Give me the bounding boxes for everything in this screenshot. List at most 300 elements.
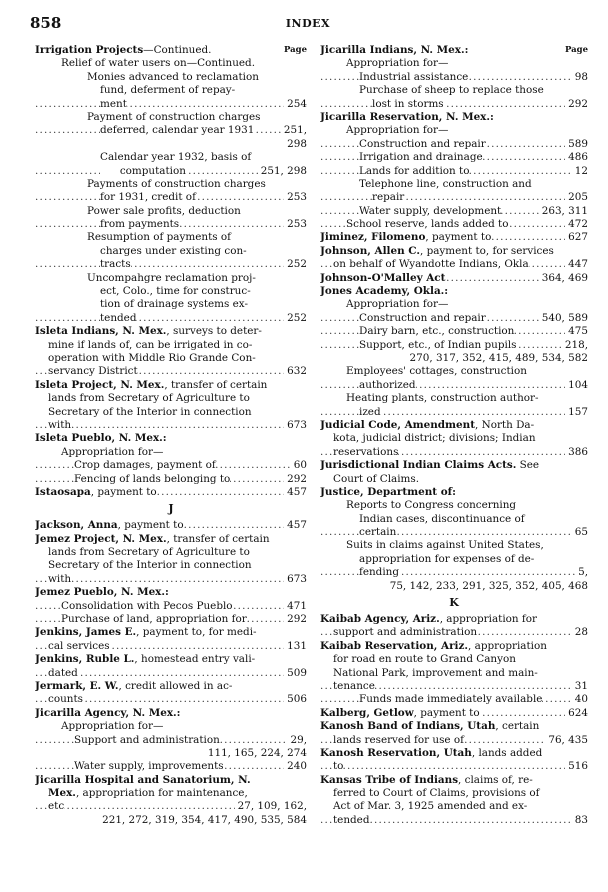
index-entry-line (320, 365, 588, 378)
index-entry-line (35, 546, 307, 559)
entry-page-ref: 28 (572, 626, 588, 639)
index-entry-line (35, 191, 307, 204)
entry-description: Construction and repair (359, 137, 486, 150)
entry-description: Telephone line, construction and (359, 177, 532, 190)
entry-description: lands reserved for use of (333, 733, 464, 746)
index-entry-line (35, 720, 307, 733)
entry-description: Funds made immediately available (359, 693, 543, 706)
entry-description: for road en route to Grand Canyon (333, 653, 516, 666)
entry-description: Crop damages, payment of (74, 459, 216, 472)
entry-page-ref: 253 (284, 191, 307, 204)
entry-text (359, 312, 486, 324)
entry-description: , payment to (413, 706, 480, 719)
index-entry-line (35, 432, 307, 445)
entry-description: School reserve, lands added to (346, 218, 509, 231)
index-entry-line (320, 446, 588, 459)
index-entry-line (320, 513, 588, 526)
entry-text (320, 486, 456, 498)
entry-text (320, 747, 542, 759)
entry-page-ref: 457 (284, 486, 307, 499)
index-entry-line (35, 693, 307, 706)
index-entry-line (320, 325, 588, 338)
entry-description: , appropriation for maintenance, (75, 787, 248, 800)
entry-text (346, 499, 516, 511)
index-entry-line (320, 747, 588, 760)
entry-text (320, 640, 547, 652)
index-entry-line (35, 151, 307, 164)
entry-page-ref: 447 (565, 258, 588, 271)
entry-description: tenance (333, 679, 375, 692)
entry-description: servancy District (48, 365, 138, 378)
entry-text (35, 44, 211, 56)
index-entry-line (35, 218, 307, 231)
entry-description: , credit allowed in ac- (118, 679, 233, 692)
entry-text (48, 419, 71, 431)
index-entry-line (35, 734, 307, 747)
index-entry-line (320, 800, 588, 813)
index-entry-line (35, 626, 307, 639)
index-entry-line (35, 325, 307, 338)
index-entry-line (35, 419, 307, 432)
entry-description: Employees' cottages, construction (346, 365, 527, 378)
entry-text (74, 459, 216, 471)
entry-heading: Jemez Pueblo, N. Mex.: (35, 586, 169, 599)
entry-text (359, 553, 534, 565)
entry-description: Payments of construction charges (87, 177, 266, 190)
index-entry-line (320, 526, 588, 539)
index-entry-line (320, 111, 588, 124)
entry-description: ect, Colo., time for construc- (100, 285, 251, 298)
entry-text (346, 57, 448, 69)
index-entry-line (320, 392, 588, 405)
entry-text (333, 667, 538, 679)
entry-text (333, 473, 419, 485)
entry-heading: Judicial Code, Amendment (320, 418, 476, 431)
entry-heading: Isleta Pueblo, N. Mex.: (35, 432, 167, 445)
entry-heading: Jermark, E. W. (35, 679, 119, 692)
entry-description: Construction and repair (359, 311, 486, 324)
index-entry-line (320, 285, 588, 298)
entry-description: Suits in claims against United States, (346, 539, 544, 552)
entry-heading: Irrigation Projects (35, 44, 144, 56)
entry-page-ref: 509 (284, 667, 307, 680)
entry-heading: Kanosh Reservation, Utah (320, 746, 472, 759)
index-entry-line (320, 653, 588, 666)
entry-text (35, 325, 262, 337)
index-entry-line (320, 205, 588, 218)
index-entry-line (35, 573, 307, 586)
entry-description: fund, deferment of repay- (100, 84, 236, 97)
index-entry-line (35, 459, 307, 472)
entry-heading: Kanosh Band of Indians, Utah (320, 720, 496, 733)
index-entry-line (35, 272, 307, 285)
entry-description: tended (100, 311, 137, 324)
index-entry-line (35, 205, 307, 218)
entry-text (48, 352, 256, 364)
entry-description: Consolidation with Pecos Pueblo (61, 599, 233, 612)
right-column (320, 44, 588, 827)
index-entry-line (35, 760, 307, 773)
entry-heading: Jicarilla Agency, N. Mex.: (35, 706, 181, 719)
entry-text (372, 191, 404, 203)
entry-text (35, 519, 184, 531)
entry-description: , payment to (117, 519, 184, 532)
index-entry-line (320, 553, 588, 566)
entry-text (333, 814, 369, 826)
entry-description: authorized (359, 378, 416, 391)
entry-heading: Jurisdictional Indian Claims Acts. (320, 459, 517, 472)
entry-text (35, 707, 181, 719)
entry-description: Support, etc., of Indian pupils (359, 338, 517, 351)
entry-description: tracts (100, 258, 131, 271)
index-entry-line (320, 312, 588, 325)
index-entry-line (320, 272, 588, 285)
entry-page-ref: 292 (284, 613, 307, 626)
entry-page-ref: 673 (284, 573, 307, 586)
entry-text (359, 526, 396, 538)
entry-text (320, 44, 468, 56)
entry-text (359, 379, 416, 391)
entry-text (48, 800, 64, 812)
entry-description: Power sale profits, deduction (87, 204, 241, 217)
entry-text (346, 218, 509, 230)
index-entry-line (35, 245, 307, 258)
entry-description: cal services (48, 639, 110, 652)
entry-description: Appropriation for— (346, 298, 449, 311)
index-entry-line (35, 747, 307, 760)
entry-text (346, 365, 527, 377)
entry-text (100, 124, 254, 136)
entry-heading: Jackson, Anna (35, 519, 118, 532)
entry-text (87, 178, 266, 190)
entry-text (359, 406, 381, 418)
entry-description: Payment of construction charges (87, 110, 261, 123)
entry-description: for 1931, credit of (100, 191, 196, 204)
entry-heading: Justice, Department of: (320, 485, 456, 498)
index-entry-line (320, 486, 588, 499)
index-entry-line (320, 459, 588, 472)
entry-text (333, 787, 540, 799)
index-entry-line (320, 432, 588, 445)
entry-text (100, 98, 127, 110)
entry-description: , transfer of certain (164, 378, 268, 391)
index-entry-line (35, 57, 307, 70)
entry-text (333, 680, 375, 692)
page-title: INDEX (285, 17, 331, 30)
index-entry-line (35, 586, 307, 599)
entry-description: , payment to (425, 231, 492, 244)
entry-text (320, 231, 491, 243)
entry-text (320, 272, 445, 284)
entry-text (359, 339, 517, 351)
section-letter: K (449, 596, 459, 610)
entry-heading: Jenkins, Ruble L. (35, 653, 135, 666)
index-entry-line (320, 787, 588, 800)
entry-page-ref: 254 (284, 98, 307, 111)
index-entry-line (320, 71, 588, 84)
index-entry-line (35, 44, 307, 57)
entry-description: tion of drainage systems ex- (100, 298, 248, 311)
entry-heading: Kaibab Reservation, Ariz. (320, 639, 469, 652)
entry-page-ref: 472 (565, 218, 588, 231)
entry-description: ized (359, 405, 381, 418)
index-entry-line (320, 352, 588, 365)
entry-description: Secretary of the Interior in connection (48, 405, 252, 418)
index-entry-line (35, 667, 307, 680)
entry-text (320, 774, 533, 786)
index-entry-line (320, 44, 588, 57)
entry-page-ref: 221, 272, 319, 354, 417, 490, 535, 584 (99, 814, 307, 827)
index-entry-line (35, 406, 307, 419)
index-entry-line (320, 707, 588, 720)
entry-page-ref: 292 (565, 98, 588, 111)
index-entry-line (35, 707, 307, 720)
index-entry-line (320, 245, 588, 258)
entry-text (320, 245, 554, 257)
entry-description: Water supply, improvements (74, 760, 224, 773)
entry-text (320, 707, 480, 719)
entry-page-ref: 76, 435 (545, 734, 588, 747)
index-entry-line (320, 613, 588, 626)
entry-text (333, 653, 516, 665)
index-entry-line (35, 653, 307, 666)
entry-text (359, 151, 483, 163)
entry-text (100, 312, 136, 324)
entry-text (48, 787, 248, 799)
entry-description: fending (359, 566, 400, 579)
entry-text (320, 459, 539, 471)
entry-description: Purchase of land, appropriation for (61, 613, 247, 626)
index-entry-line (320, 218, 588, 231)
entry-heading: Jones Academy, Okla.: (320, 285, 449, 298)
entry-page-ref: 298 (284, 138, 307, 151)
entry-text (48, 667, 78, 679)
entry-description: Dairy barn, etc., construction (359, 325, 515, 338)
entry-text (372, 98, 444, 110)
entry-description: etc (48, 800, 65, 813)
index-entry-line (35, 486, 307, 499)
page-header (30, 14, 586, 34)
entry-text (100, 84, 235, 96)
entry-description: charges under existing con- (100, 244, 247, 257)
section-letter: J (168, 502, 174, 516)
entry-page-ref: 475 (565, 325, 588, 338)
index-entry-line (320, 57, 588, 70)
entry-page-ref: 673 (284, 419, 307, 432)
entry-heading: Kaibab Agency, Ariz. (320, 613, 440, 626)
entry-heading: Istaosapa (35, 485, 91, 498)
entry-text (48, 559, 252, 571)
entry-heading: Jiminez, Filomeno (320, 231, 426, 244)
entry-text (35, 533, 270, 545)
entry-description: with (48, 572, 72, 585)
entry-page-ref: 457 (284, 519, 307, 532)
index-entry-line (35, 600, 307, 613)
entry-description: ment (100, 97, 127, 110)
entry-text (48, 365, 138, 377)
entry-description: kota, judicial district; divisions; Indian (333, 432, 536, 445)
index-entry-line (320, 814, 588, 827)
entry-description: Resumption of payments of (87, 231, 231, 244)
entry-description: Uncompahgre reclamation proj- (87, 271, 256, 284)
entry-text (100, 245, 247, 257)
entry-description: tended (333, 813, 370, 826)
entry-heading: Jicarilla Indians, N. Mex.: (320, 44, 469, 56)
entry-heading: Jenkins, James E. (35, 626, 137, 639)
index-entry-line (35, 84, 307, 97)
entry-description: Court of Claims. (333, 472, 420, 485)
entry-description: , certain (495, 720, 540, 733)
entry-text (48, 573, 71, 585)
entry-description: Reports to Congress concerning (346, 499, 517, 512)
index-entry-line (35, 71, 307, 84)
index-entry-line (320, 760, 588, 773)
entry-text (87, 272, 256, 284)
entry-heading: Isleta Indians, N. Mex. (35, 325, 167, 338)
entry-page-ref: 240 (284, 760, 307, 773)
entry-text (87, 71, 259, 83)
entry-text (100, 285, 251, 297)
index-entry-line (320, 734, 588, 747)
entry-text (333, 626, 477, 638)
entry-heading: Kansas Tribe of Indians (320, 773, 459, 786)
index-entry-line (35, 312, 307, 325)
entry-text (35, 379, 267, 391)
entry-text (333, 258, 529, 270)
entry-page-ref: 624 (565, 707, 588, 720)
index-entry-line (320, 178, 588, 191)
entry-page-ref: 40 (572, 693, 588, 706)
index-entry-line (320, 626, 588, 639)
entry-description: Secretary of the Interior in connection (48, 559, 252, 572)
entry-heading: Isleta Project, N. Mex. (35, 378, 165, 391)
entry-text (320, 111, 494, 123)
entry-description: ferred to Court of Claims, provisions of (333, 787, 540, 800)
entry-page-ref: 65 (572, 526, 588, 539)
index-entry-line (320, 231, 588, 244)
entry-text (48, 392, 250, 404)
entry-text (87, 111, 260, 123)
entry-description: operation with Middle Rio Grande Con- (48, 351, 256, 364)
entry-text (346, 298, 448, 310)
entry-description: Monies advanced to reclamation (87, 70, 259, 83)
entry-text (359, 178, 532, 190)
entry-text (74, 734, 220, 746)
entry-description: National Park, improvement and main- (333, 666, 538, 679)
entry-text (359, 566, 399, 578)
entry-text (35, 432, 167, 444)
entry-text (359, 693, 542, 705)
entry-page-ref: 29, (287, 734, 307, 747)
entry-description: Lands for addition to (359, 164, 470, 177)
entry-page-ref: 627 (565, 231, 588, 244)
index-entry-line (320, 258, 588, 271)
entry-description: certain (359, 526, 397, 539)
left-column (35, 44, 307, 827)
index-entry-line (320, 640, 588, 653)
index-entry-line (35, 559, 307, 572)
index-entry-line (320, 774, 588, 787)
index-entry-line (35, 446, 307, 459)
entry-description: lands from Secretary of Agriculture to (48, 546, 250, 559)
right-page-label: Page (564, 45, 588, 55)
index-entry-line (35, 285, 307, 298)
index-entry-line (320, 84, 588, 97)
entry-description: from payments (100, 218, 180, 231)
entry-description: Heating plants, construction author- (346, 392, 539, 405)
entry-heading: Jicarilla Hospital and Sanatorium, N. (35, 773, 251, 786)
entry-page-ref: 111, 165, 224, 274 (205, 747, 307, 760)
entry-text (61, 446, 163, 458)
index-entry-line (320, 419, 588, 432)
entry-description: repair (372, 191, 405, 204)
entry-text (87, 205, 241, 217)
entry-description: —Continued. (143, 44, 212, 56)
index-entry-line (35, 519, 307, 532)
entry-text (48, 546, 250, 558)
entry-description: , lands added (471, 746, 543, 759)
entry-heading: Mex. (48, 787, 76, 800)
left-page-label: Page (283, 45, 307, 55)
entry-page-ref: 632 (284, 365, 307, 378)
entry-page-ref: 12 (572, 165, 588, 178)
entry-text (61, 720, 163, 732)
index-entry-line (35, 231, 307, 244)
entry-page-ref: 104 (565, 379, 588, 392)
entry-description: Appropriation for— (61, 720, 164, 733)
entry-description: lands from Secretary of Agriculture to (48, 392, 250, 405)
entry-text (48, 406, 252, 418)
entry-text (61, 57, 255, 69)
index-entry-line (320, 379, 588, 392)
index-entry-line (35, 533, 307, 546)
index-entry-line (320, 298, 588, 311)
entry-text (320, 613, 537, 625)
entry-description: deferred, calendar year 1931 (100, 124, 255, 137)
index-entry-line (320, 165, 588, 178)
index-entry-line (35, 379, 307, 392)
index-entry-line (320, 539, 588, 552)
entry-text (359, 325, 514, 337)
entry-page-ref: 270, 317, 352, 415, 489, 534, 582 (407, 352, 588, 365)
entry-page-ref: 540, 589 (539, 312, 588, 325)
entry-description: , claims of, re- (458, 773, 533, 786)
entry-text (48, 640, 110, 652)
entry-text (100, 218, 179, 230)
entry-text (359, 165, 469, 177)
entry-description: Appropriation for— (61, 445, 164, 458)
entry-page-ref: 516 (565, 760, 588, 773)
entry-description: Indian cases, discontinuance of (359, 512, 525, 525)
entry-description: counts (48, 693, 83, 706)
entry-description: on behalf of Wyandotte Indians, Okla (333, 258, 529, 271)
entry-page-ref: 251, 298 (258, 165, 307, 178)
entry-text (100, 258, 131, 270)
index-entry-line (320, 566, 588, 579)
entry-description: to (333, 760, 344, 773)
entry-text (35, 626, 257, 638)
entry-text (61, 613, 247, 625)
entry-description: mine if lands of, can be irrigated in co- (48, 338, 253, 351)
index-entry-line (35, 298, 307, 311)
index-entry-line (35, 613, 307, 626)
entry-heading: Jemez Project, N. Mex. (35, 532, 167, 545)
entry-text (100, 165, 186, 177)
index-entry-line (320, 151, 588, 164)
entry-description: Relief of water users on—Continued. (61, 57, 256, 70)
index-entry-line (35, 814, 307, 827)
index-entry-line (320, 191, 588, 204)
